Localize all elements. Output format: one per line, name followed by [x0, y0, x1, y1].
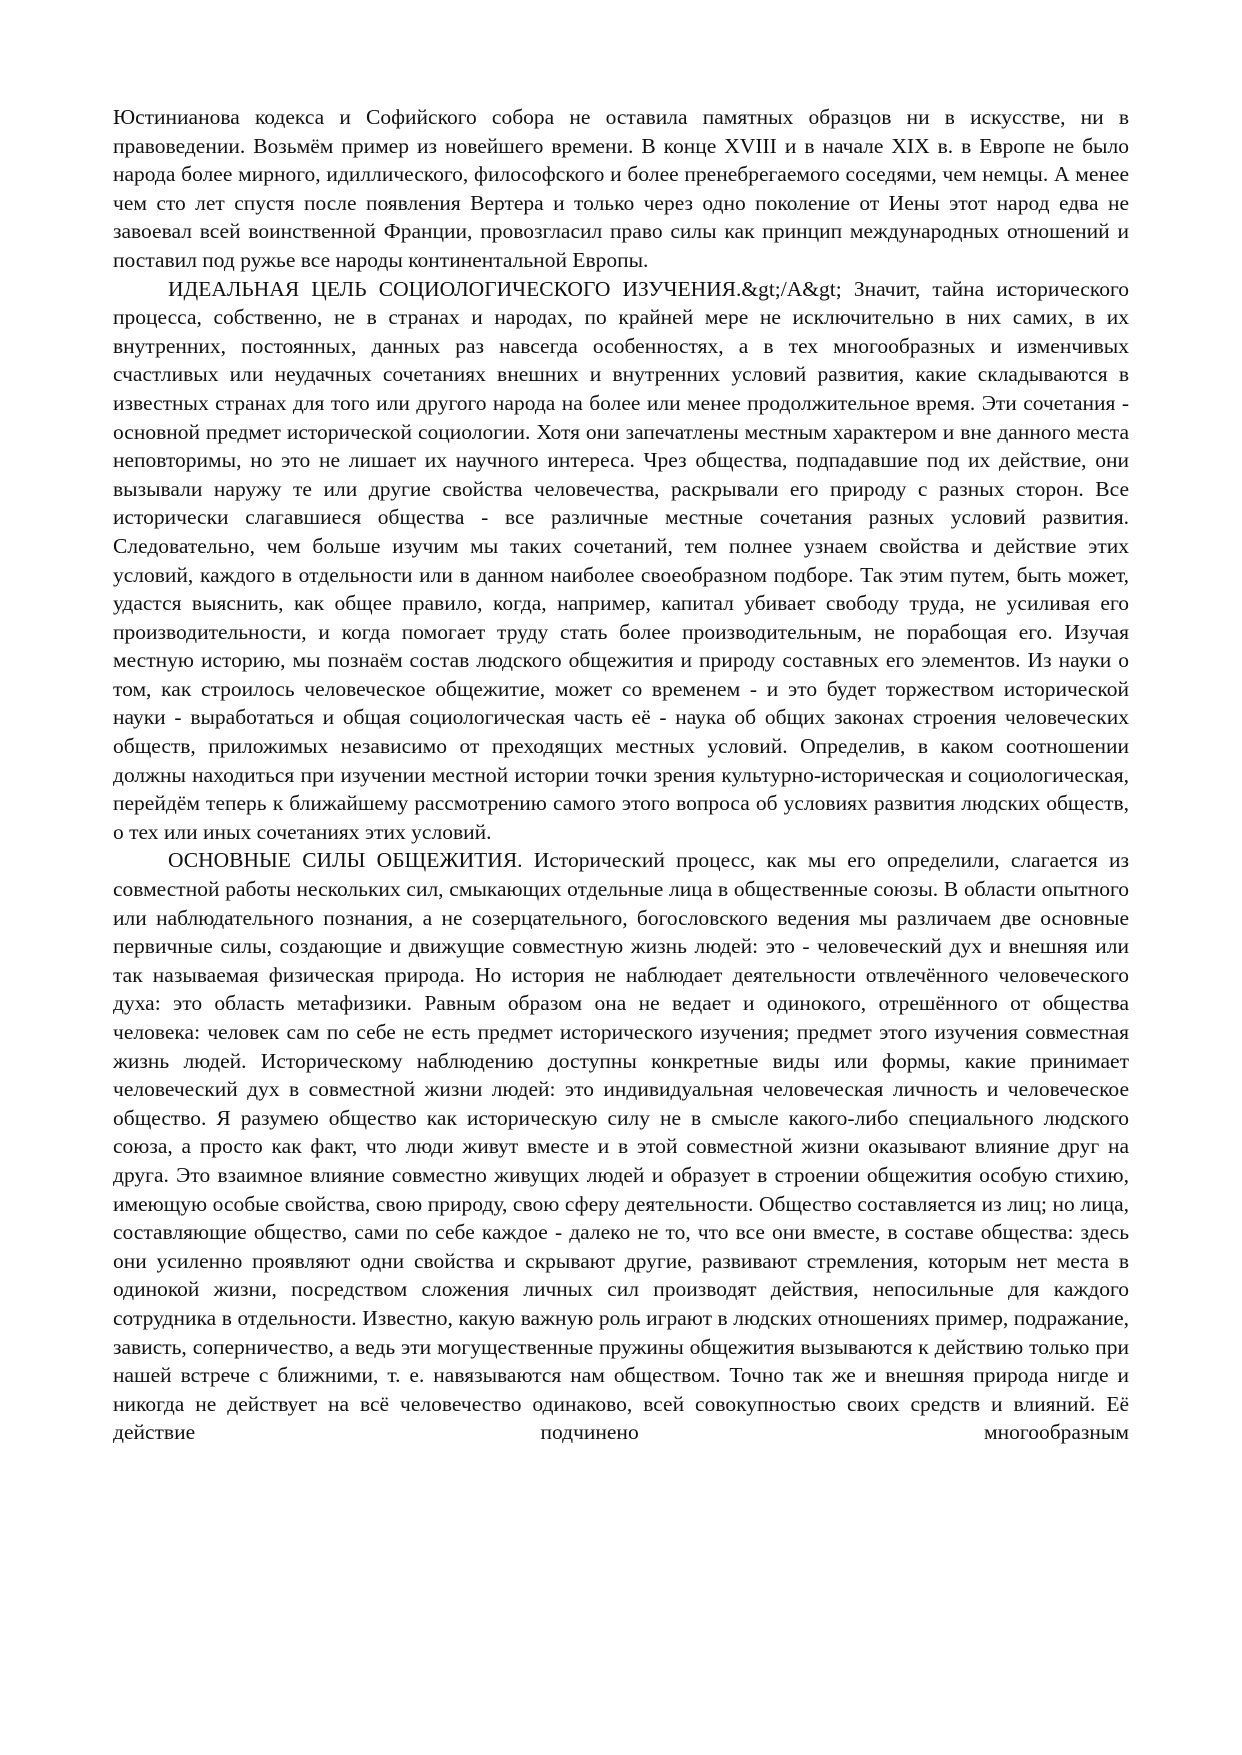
paragraph-basic-forces: ОСНОВНЫЕ СИЛЫ ОБЩЕЖИТИЯ. Исторический процесс, как мы его определили, слагается из совместной работы нескольких сил, смыкающих отдельные лица в общественные союзы. В области опытного или наблюдательного познания, а не созерцательного, богословского ведения мы различаем две основные первичные силы, создающие и движущие совместную жизнь людей: это - человеческий дух и внешняя или так называемая физическая природа. Но история не наблюдает деятельности отвлечённого человеческого духа: это область метафизики. Равным образом она не ведает и одинокого, отрешённого от общества человека: человек сам по себе не есть предмет исторического изучения; предмет этого изучения совместная жизнь людей. Историческому наблюдению доступны конкретные виды или формы, какие принимает человеческий дух в совместной жизни людей: это индивидуальная человеческая личность и человеческое общество. Я разумею общество как историческую силу не в смысле какого-либо специального людского союза, а просто как факт, что люди живут вместе и в этой совместной жизни оказывают влияние друг на друга. Это взаимное влияние совместно живущих людей и образует в строении общежития особую стихию, имеющую особые свойства, свою природу, свою сферу деятельности. Общество составляется из лиц; но лица, составляющие общество, сами по себе каждое - далеко не то, что все они вместе, в составе общества: здесь они усиленно проявляют одни свойства и скрывают другие, развивают стремления, которым нет места в одинокой жизни, посредством сложения личных сил производят действия, непосильные для каждого сотрудника в отдельности. Известно, какую важную роль играют в людских отношениях пример, подражание, зависть, соперничество, а ведь эти могущественные пружины общежития вызываются к действию только при нашей встрече с ближними, т. е. навязываются нам обществом. Точно так же и внешняя природа нигде и никогда не действует на всё человечество одинаково, всей совокупностью своих средств и влияний. Её действие подчинено многообразным	[113, 848, 1129, 1445]
paragraph-intro-continuation: Юстинианова кодекса и Софийского собора не оставила памятных образцов ни в искусстве, ни в правоведении. Возьмём пример из новейшего времени. В конце XVIII и в начале XIX в. в Европе не было народа более мирного, идиллического, философского и более пренебрегаемого соседями, чем немцы. А менее чем сто лет спустя после появления Вертера и только через одно поколение от Иены этот народ едва не завоевал всей воинственной Франции, провозгласил право силы как принцип международных отношений и поставил под ружье все народы континентальной Европы.	[113, 105, 1129, 272]
document-page	[113, 103, 1129, 1447]
paragraph-ideal-goal: ИДЕАЛЬНАЯ ЦЕЛЬ СОЦИОЛОГИЧЕСКОГО ИЗУЧЕНИЯ.&gt;/A&gt; Значит, тайна исторического процесса, собственно, не в странах и народах, по крайней мере не исключительно в них самих, в их внутренних, постоянных, данных раз навсегда особенностях, а в тех многообразных и изменчивых счастливых или неудачных сочетаниях внешних и внутренних условий развития, какие складываются в известных странах для того или другого народа на более или менее продолжительное время. Эти сочетания - основной предмет исторической социологии. Хотя они запечатлены местным характером и вне данного места неповторимы, но это не лишает их научного интереса. Чрез общества, подпадавшие под их действие, они вызывали наружу те или другие свойства человечества, раскрывали его природу с разных сторон. Все исторически слагавшиеся общества - все различные местные сочетания разных условий развития. Следовательно, чем больше изучим мы таких сочетаний, тем полнее узнаем свойства и действие этих условий, каждого в отдельности или в данном наиболее своеобразном подборе. Так этим путем, быть может, удастся выяснить, как общее правило, когда, например, капитал убивает свободу труда, не усиливая его производительности, и когда помогает труду стать более производительным, не порабощая его. Изучая местную историю, мы познаём состав людского общежития и природу составных его элементов. Из науки о том, как строилось человеческое общежитие, может со временем - и это будет торжеством исторической науки - выработаться и общая социологическая часть её - наука об общих законах строения человеческих обществ, приложимых независимо от преходящих местных условий. Определив, в каком соотношении должны находиться при изучении местной истории точки зрения культурно-историческая и социологическая, перейдём теперь к ближайшему рассмотрению самого этого вопроса об условиях развития людских обществ, о тех или иных сочетаниях этих условий.	[113, 276, 1129, 844]
